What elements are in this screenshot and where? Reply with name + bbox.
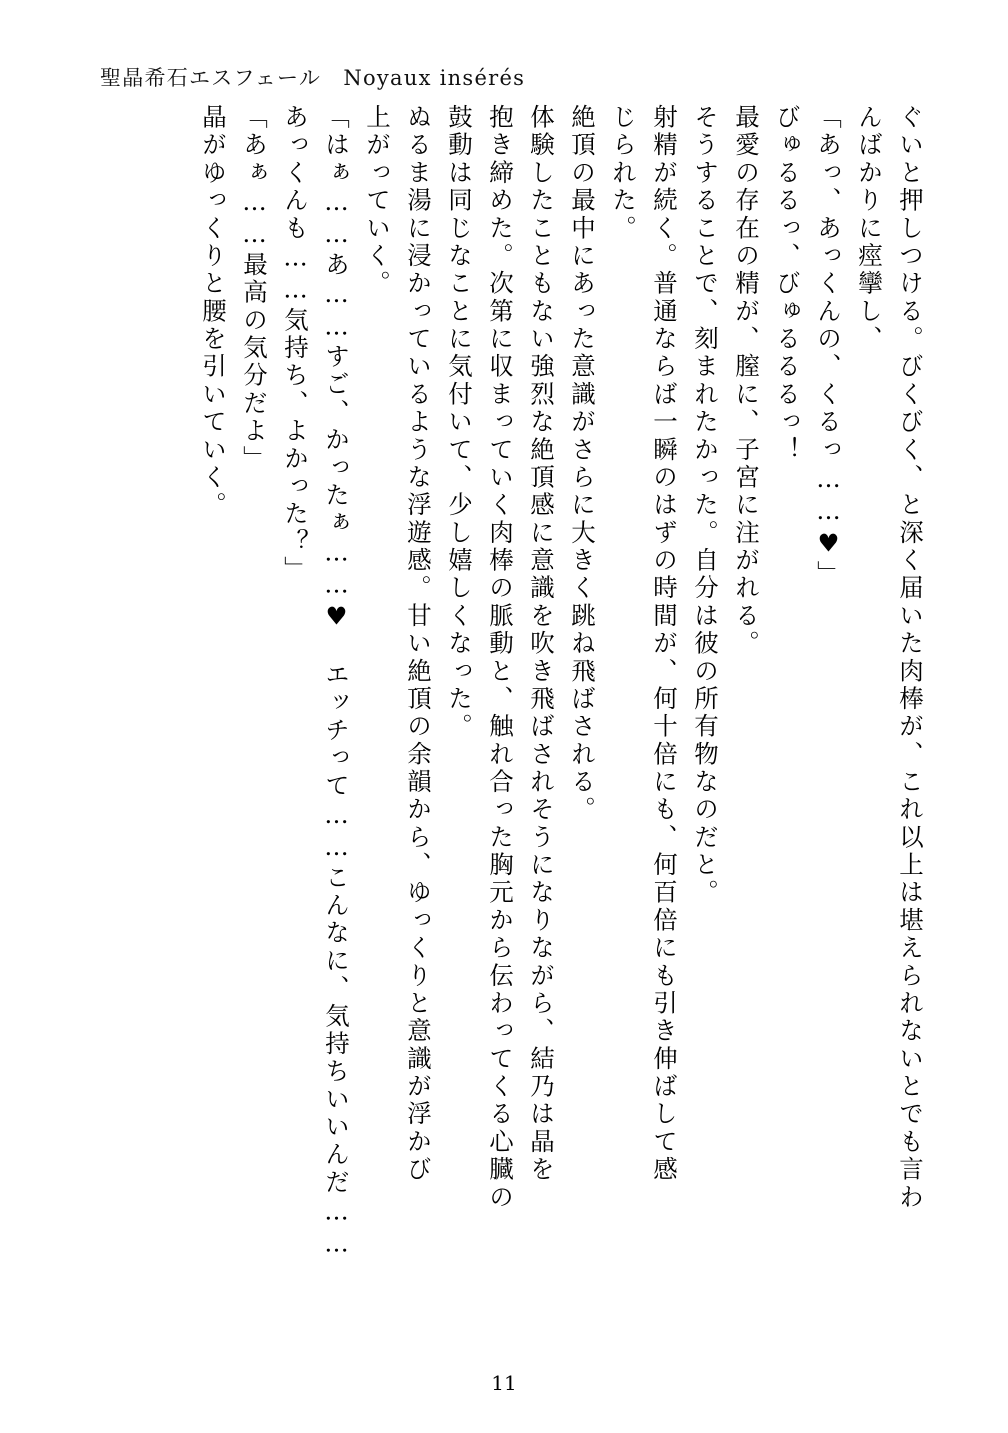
running-header: 聖晶希石エスフェール Noyaux insérés <box>100 66 526 90</box>
page-number: 11 <box>491 1371 517 1395</box>
text-column: 「はぁ……あ……すご、かったぁ……♥ エッチって……こんなに、気持ちいいんだ…… <box>322 104 351 1261</box>
text-column: あっくんも……気持ち、よかった？」 <box>281 104 310 584</box>
text-column: 射精が続く。普通ならば一瞬のはずの時間が、何十倍にも、何百倍にも引き伸ばして感 <box>650 104 679 1184</box>
text-column: んばかりに痙攣し、 <box>855 104 884 354</box>
text-column: ぐいと押しつける。びくびく、と深く届いた肉棒が、これ以上は堪えられないとでも言わ <box>896 104 925 1212</box>
text-column: 体験したこともない強烈な絶頂感に意識を吹き飛ばされそうになりながら、結乃は晶を <box>527 104 556 1184</box>
text-column: びゅるるっ、びゅるるるっ！ <box>773 104 802 464</box>
vertical-text-body <box>122 104 925 1334</box>
text-column: 鼓動は同じなことに気付いて、少し嬉しくなった。 <box>445 104 474 741</box>
text-column: そうすることで、刻まれたかった。自分は彼の所有物なのだと。 <box>691 104 720 907</box>
text-column: 絶頂の最中にあった意識がさらに大きく跳ね飛ばされる。 <box>568 104 597 824</box>
text-column: 上がっていく。 <box>363 104 392 298</box>
text-column: 晶がゆっくりと腰を引いていく。 <box>199 104 228 520</box>
text-column: 抱き締めた。次第に収まっていく肉棒の脈動と、触れ合った胸元から伝わってくる心臓の <box>486 104 515 1212</box>
text-column: 最愛の存在の精が、膣に、子宮に注がれる。 <box>732 104 761 658</box>
text-column: 「あぁ……最高の気分だよ」 <box>240 104 269 473</box>
text-column: じられた。 <box>609 104 638 243</box>
text-column: 「あっ、あっくんの、くるっ……♥」 <box>814 104 843 589</box>
text-column: ぬるま湯に浸かっているような浮遊感。甘い絶頂の余韻から、ゆっくりと意識が浮かび <box>404 104 433 1184</box>
